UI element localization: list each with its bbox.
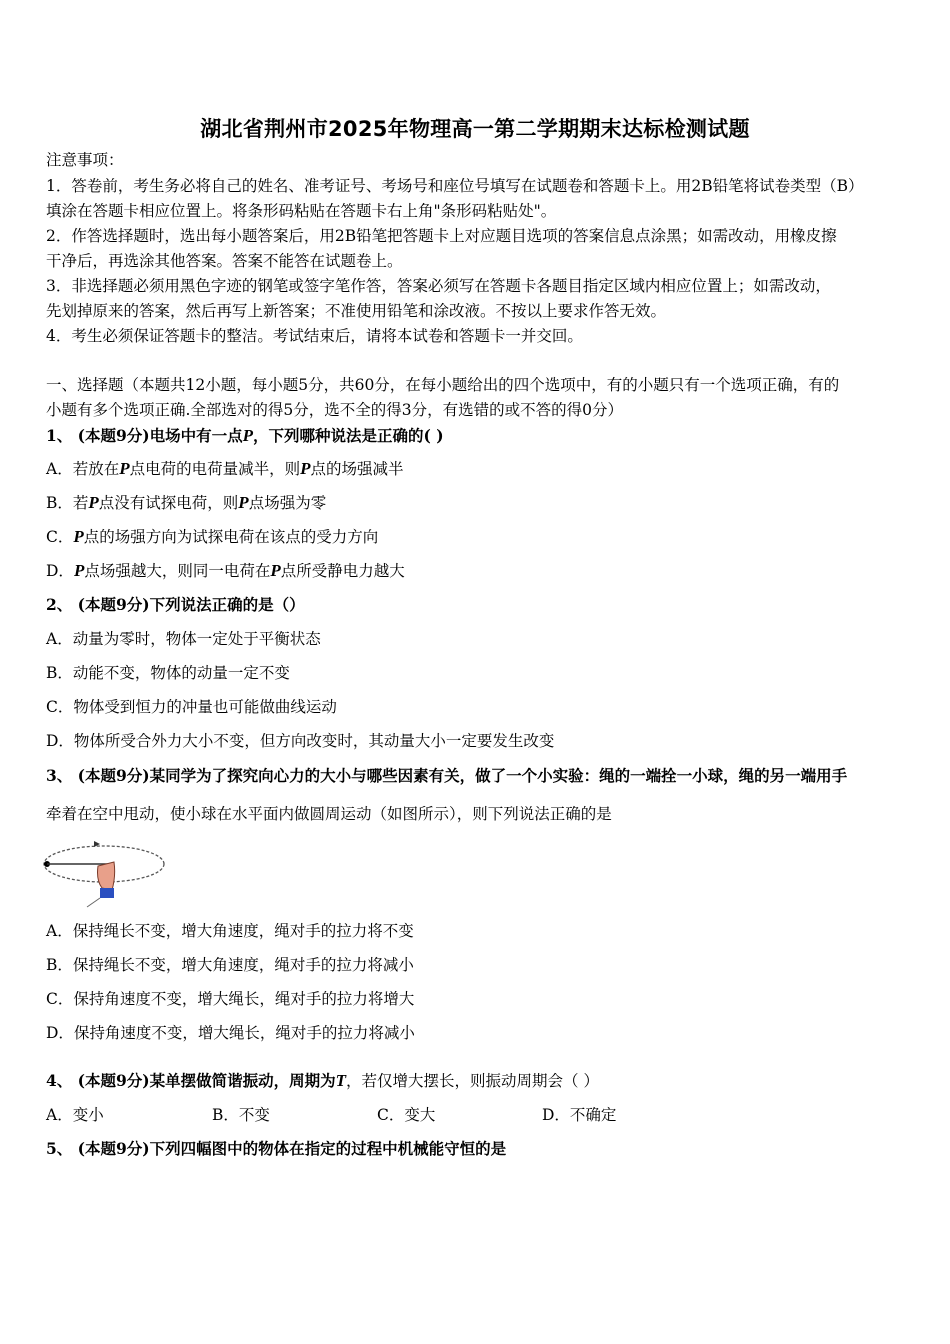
option-c: C．变大 [377, 1106, 436, 1124]
text-segment: 点没有试探电荷，则 [98, 494, 239, 512]
text-segment: P [300, 459, 311, 478]
variable: P [242, 426, 254, 445]
text-segment: C． [46, 528, 74, 546]
text-segment: 点场强为零 [248, 494, 327, 512]
text-segment: P [270, 561, 281, 580]
text-segment: 点的场强减半 [310, 460, 404, 478]
section-intro: 小题有多个选项正确.全部选对的得5分，选不全的得3分，有选错的或不答的得0分） [46, 401, 624, 419]
question-stem: 牵着在空中甩动，使小球在水平面内做圆周运动（如图所示），则下列说法正确的是 [46, 805, 612, 823]
stem-text: ，下列哪种说法是正确的( ) [253, 426, 444, 445]
text-segment: 点所受静电力越大 [280, 562, 405, 580]
option-a: A．动量为零时，物体一定处于平衡状态 [46, 630, 321, 648]
option-d: D．物体所受合外力大小不变，但方向改变时，其动量大小一定要发生改变 [46, 732, 555, 750]
text-segment: A．若放在 [46, 460, 120, 478]
text-segment: ，若仅增大摆长，则振动周期会（ ） [346, 1072, 599, 1090]
stem-text: 1、 (本题9分)电场中有一点 [46, 426, 243, 445]
text-segment: P [73, 527, 84, 546]
question-stem [46, 1071, 599, 1091]
question-stem [46, 426, 444, 446]
notice-line: 4．考生必须保证答题卡的整洁。考试结束后，请将本试卷和答题卡一并交回。 [46, 327, 583, 345]
option-d: D．保持角速度不变，增大绳长，绳对手的拉力将减小 [46, 1024, 415, 1042]
question-5-stem: 5、 (本题9分)下列四幅图中的物体在指定的过程中机械能守恒的是 [46, 1139, 507, 1158]
question-stem: 3、 (本题9分)某同学为了探究向心力的大小与哪些因素有关，做了一个小实验：绳的一端拴一小球，绳的另一端用手 [46, 766, 848, 785]
option-a: A．保持绳长不变，增大角速度，绳对手的拉力将不变 [46, 922, 414, 940]
notice-heading: 注意事项： [46, 151, 124, 169]
notice-line: 先划掉原来的答案，然后再写上新答案；不准使用铅笔和涂改液。不按以上要求作答无效。 [46, 302, 667, 320]
option-d [46, 561, 405, 581]
text-segment: B．若 [46, 494, 89, 512]
page-title: 湖北省荆州市2025年物理高一第二学期期末达标检测试题 [200, 117, 750, 141]
text-segment: T [335, 1071, 347, 1090]
option-c: C．物体受到恒力的冲量也可能做曲线运动 [46, 698, 337, 716]
notice-line: 填涂在答题卡相应位置上。将条形码粘贴在答题卡右上角"条形码粘贴处"。 [46, 202, 557, 220]
text-segment: P [119, 459, 130, 478]
section-intro: 一、选择题（本题共12小题，每小题5分，共60分，在每小题给出的四个选项中，有的小题只有一个选项正确，有的 [46, 376, 840, 394]
option-b: B．动能不变，物体的动量一定不变 [46, 664, 290, 682]
notice-line: 3．非选择题必须用黑色字迹的钢笔或签字笔作答，答案必须写在答题卡各题目指定区域内相应位置上；如需改动， [46, 277, 831, 295]
notice-line: 干净后，再选涂其他答案。答案不能答在试题卷上。 [46, 252, 403, 270]
option-b: B．保持绳长不变，增大角速度，绳对手的拉力将减小 [46, 956, 414, 974]
text-segment: 4、 (本题9分)某单摆做简谐振动，周期为 [46, 1071, 336, 1090]
question-stem: 2、 (本题9分)下列说法正确的是（） [46, 595, 305, 614]
option-c: C．保持角速度不变，增大绳长，绳对手的拉力将增大 [46, 990, 415, 1008]
option-a [46, 459, 404, 479]
notice-line: 2．作答选择题时，选出每小题答案后，用2B铅笔把答题卡上对应题目选项的答案信息点涂黑；如需改动，用橡皮擦 [46, 227, 837, 245]
option-a: A．变小 [46, 1106, 104, 1124]
text-segment: 点场强越大，则同一电荷在 [84, 562, 271, 580]
option-c [46, 527, 378, 547]
text-segment: D． [46, 562, 74, 580]
option-d: D．不确定 [542, 1106, 617, 1124]
text-segment: P [88, 493, 99, 512]
option-b: B．不变 [212, 1106, 270, 1124]
text-segment: P [238, 493, 249, 512]
text-segment: 点的场强方向为试探电荷在该点的受力方向 [83, 528, 379, 546]
notice-line: 1．答卷前，考生务必将自己的姓名、准考证号、考场号和座位号填写在试题卷和答题卡上。用2B铅笔将试卷类型（B） [46, 177, 864, 195]
option-b [46, 493, 326, 513]
text-segment: 点电荷的电荷量减半，则 [129, 460, 301, 478]
circular-motion-figure [42, 836, 172, 908]
text-segment: P [73, 561, 85, 580]
